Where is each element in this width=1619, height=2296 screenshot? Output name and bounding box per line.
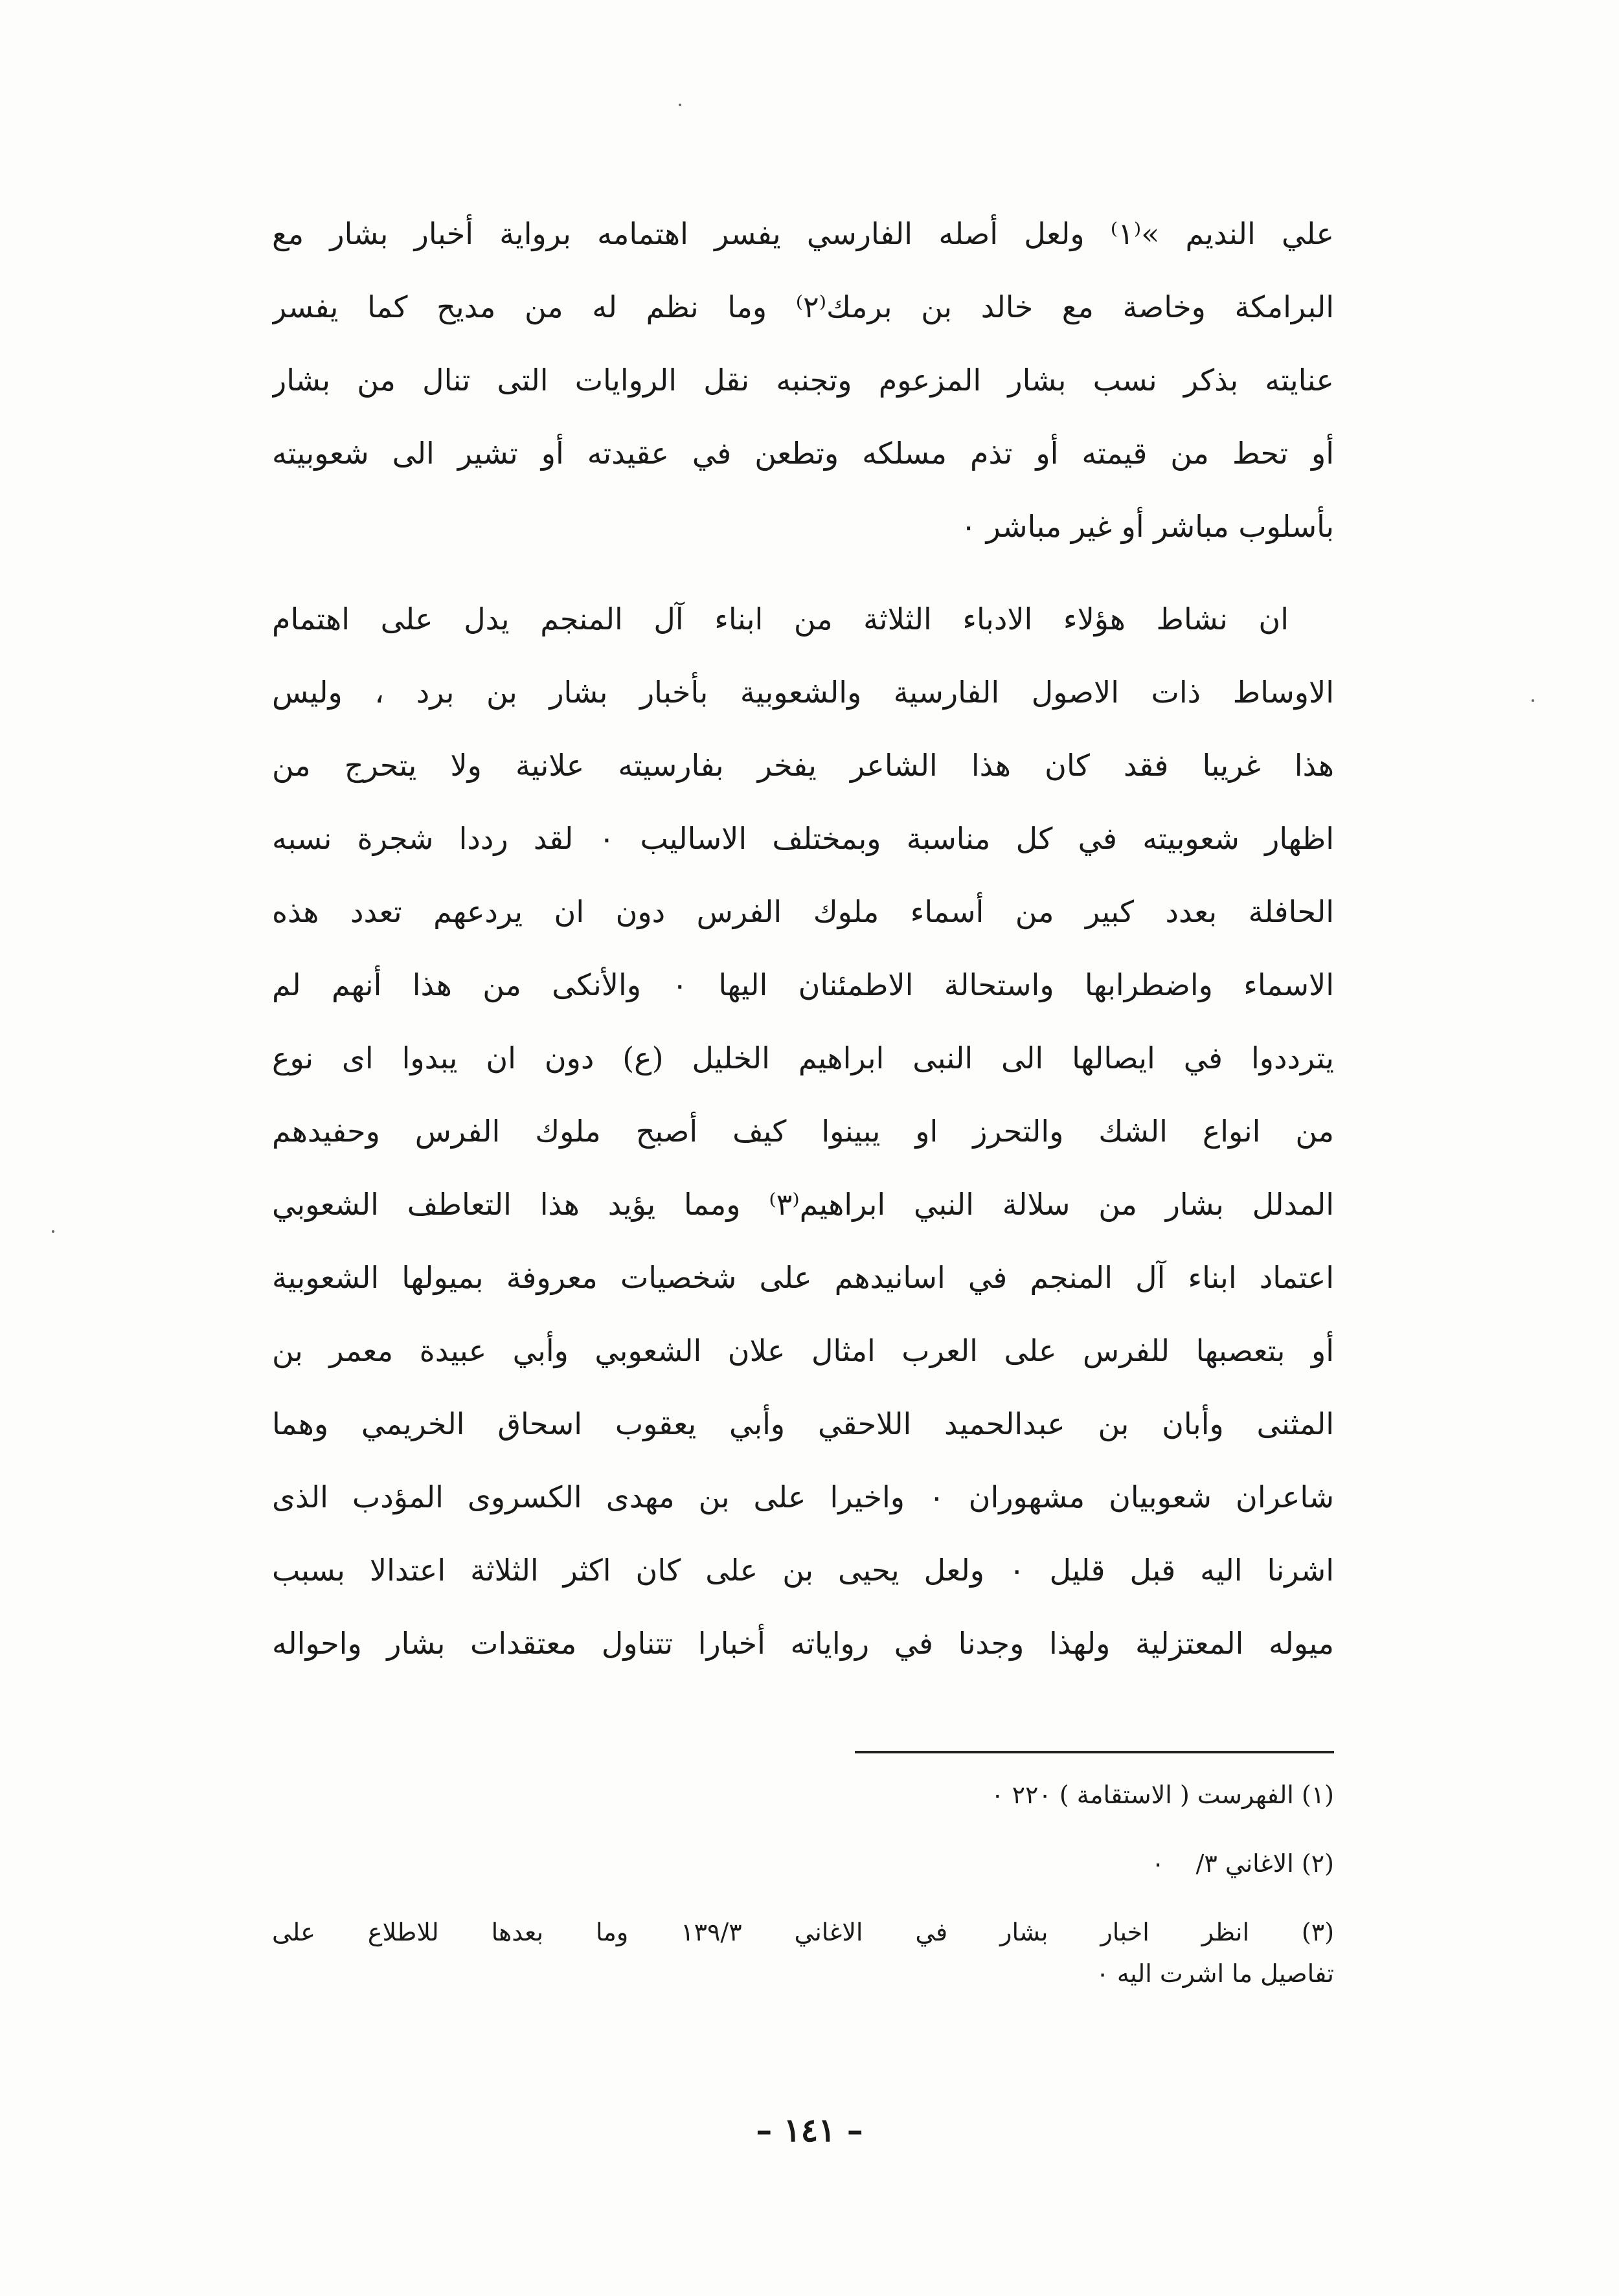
text-line: الاسماء واضطرابها واستحالة الاطمئنان اليها ٠ والأنكى من هذا أنهم لم xyxy=(272,967,1334,1002)
scan-speck xyxy=(1532,699,1534,702)
text-line: أو بتعصبها للفرس على العرب امثال علان الشعوبي وأبي عبيدة معمر بن xyxy=(272,1333,1334,1368)
text-line: اعتماد ابناء آل المنجم في اسانيدهم على شخصيات معروفة بميولها الشعوبية xyxy=(272,1260,1334,1295)
body-paragraph-2 xyxy=(272,583,1334,1680)
text-line: المدلل بشار من سلالة النبي ابراهيم⁽٣⁾ ومما يؤيد هذا التعاطف الشعوبي xyxy=(272,1187,1334,1222)
text-line: يترددوا في ايصالها الى النبى ابراهيم الخليل (ع) دون ان يبدوا اى نوع xyxy=(272,1041,1334,1075)
footnotes xyxy=(272,1774,1334,1994)
text-line: ان نشاط هؤلاء الادباء الثلاثة من ابناء آل المنجم يدل على اهتمام xyxy=(272,602,1289,636)
text-line: الحافلة بعدد كبير من أسماء ملوك الفرس دون ان يردعهم تعدد هذه xyxy=(272,894,1334,929)
text-line: بأسلوب مباشر أو غير مباشر ٠ xyxy=(960,509,1334,544)
text-line: من انواع الشك والتحرز او يبينوا كيف أصبح ملوك الفرس وحفيدهم xyxy=(272,1114,1334,1149)
footnote-1: (١) الفهرست ( الاستقامة ) ٢٢٠ ٠ xyxy=(991,1781,1334,1809)
text-line: اظهار شعوبيته في كل مناسبة وبمختلف الاساليب ٠ لقد رددا شجرة نسبه xyxy=(272,821,1334,856)
text-line: البرامكة وخاصة مع خالد بن برمك⁽٢⁾ وما نظم له من مديح كما يفسر xyxy=(272,289,1334,324)
text-line: أو تحط من قيمته أو تذم مسلكه وتطعن في عقيدته أو تشير الى شعوبيته xyxy=(272,436,1334,471)
footnote-divider xyxy=(855,1751,1334,1753)
page-number: – ١٤١ – xyxy=(756,2111,863,2149)
text-line: عنايته بذكر نسب بشار المزعوم وتجنبه نقل الروايات التى تنال من بشار xyxy=(272,363,1334,398)
footnote-2: (٢) الاغاني ٣/ ٠ xyxy=(1151,1849,1334,1878)
text-line: الاوساط ذات الاصول الفارسية والشعوبية بأخبار بشار بن برد ، وليس xyxy=(272,675,1334,710)
footnote-3-line-2: تفاصيل ما اشرت اليه ٠ xyxy=(1096,1959,1334,1988)
scan-speck xyxy=(52,1230,54,1233)
text-line: المثنى وأبان بن عبدالحميد اللاحقي وأبي يعقوب اسحاق الخريمي وهما xyxy=(272,1406,1334,1441)
text-line: هذا غريبا فقد كان هذا الشاعر يفخر بفارسيته علانية ولا يتحرج من xyxy=(272,748,1334,783)
text-line: اشرنا اليه قبل قليل ٠ ولعل يحيى بن على كان اكثر الثلاثة اعتدالا بسبب xyxy=(272,1553,1334,1588)
scan-speck xyxy=(679,104,681,106)
text-line: علي النديم »⁽١⁾ ولعل أصله الفارسي يفسر اهتمامه برواية أخبار بشار مع xyxy=(272,216,1334,251)
footnote-3-line-1: (٣) انظر اخبار بشار في الاغاني ١٣٩/٣ وما بعدها للاطلاع على xyxy=(272,1918,1334,1946)
text-line: ميوله المعتزلية ولهذا وجدنا في رواياته أخبارا تتناول معتقدات بشار واحواله xyxy=(272,1626,1334,1661)
body-paragraph-1 xyxy=(272,197,1334,563)
text-line: شاعران شعوبيان مشهوران ٠ واخيرا على بن مهدى الكسروى المؤدب الذى xyxy=(272,1480,1334,1514)
